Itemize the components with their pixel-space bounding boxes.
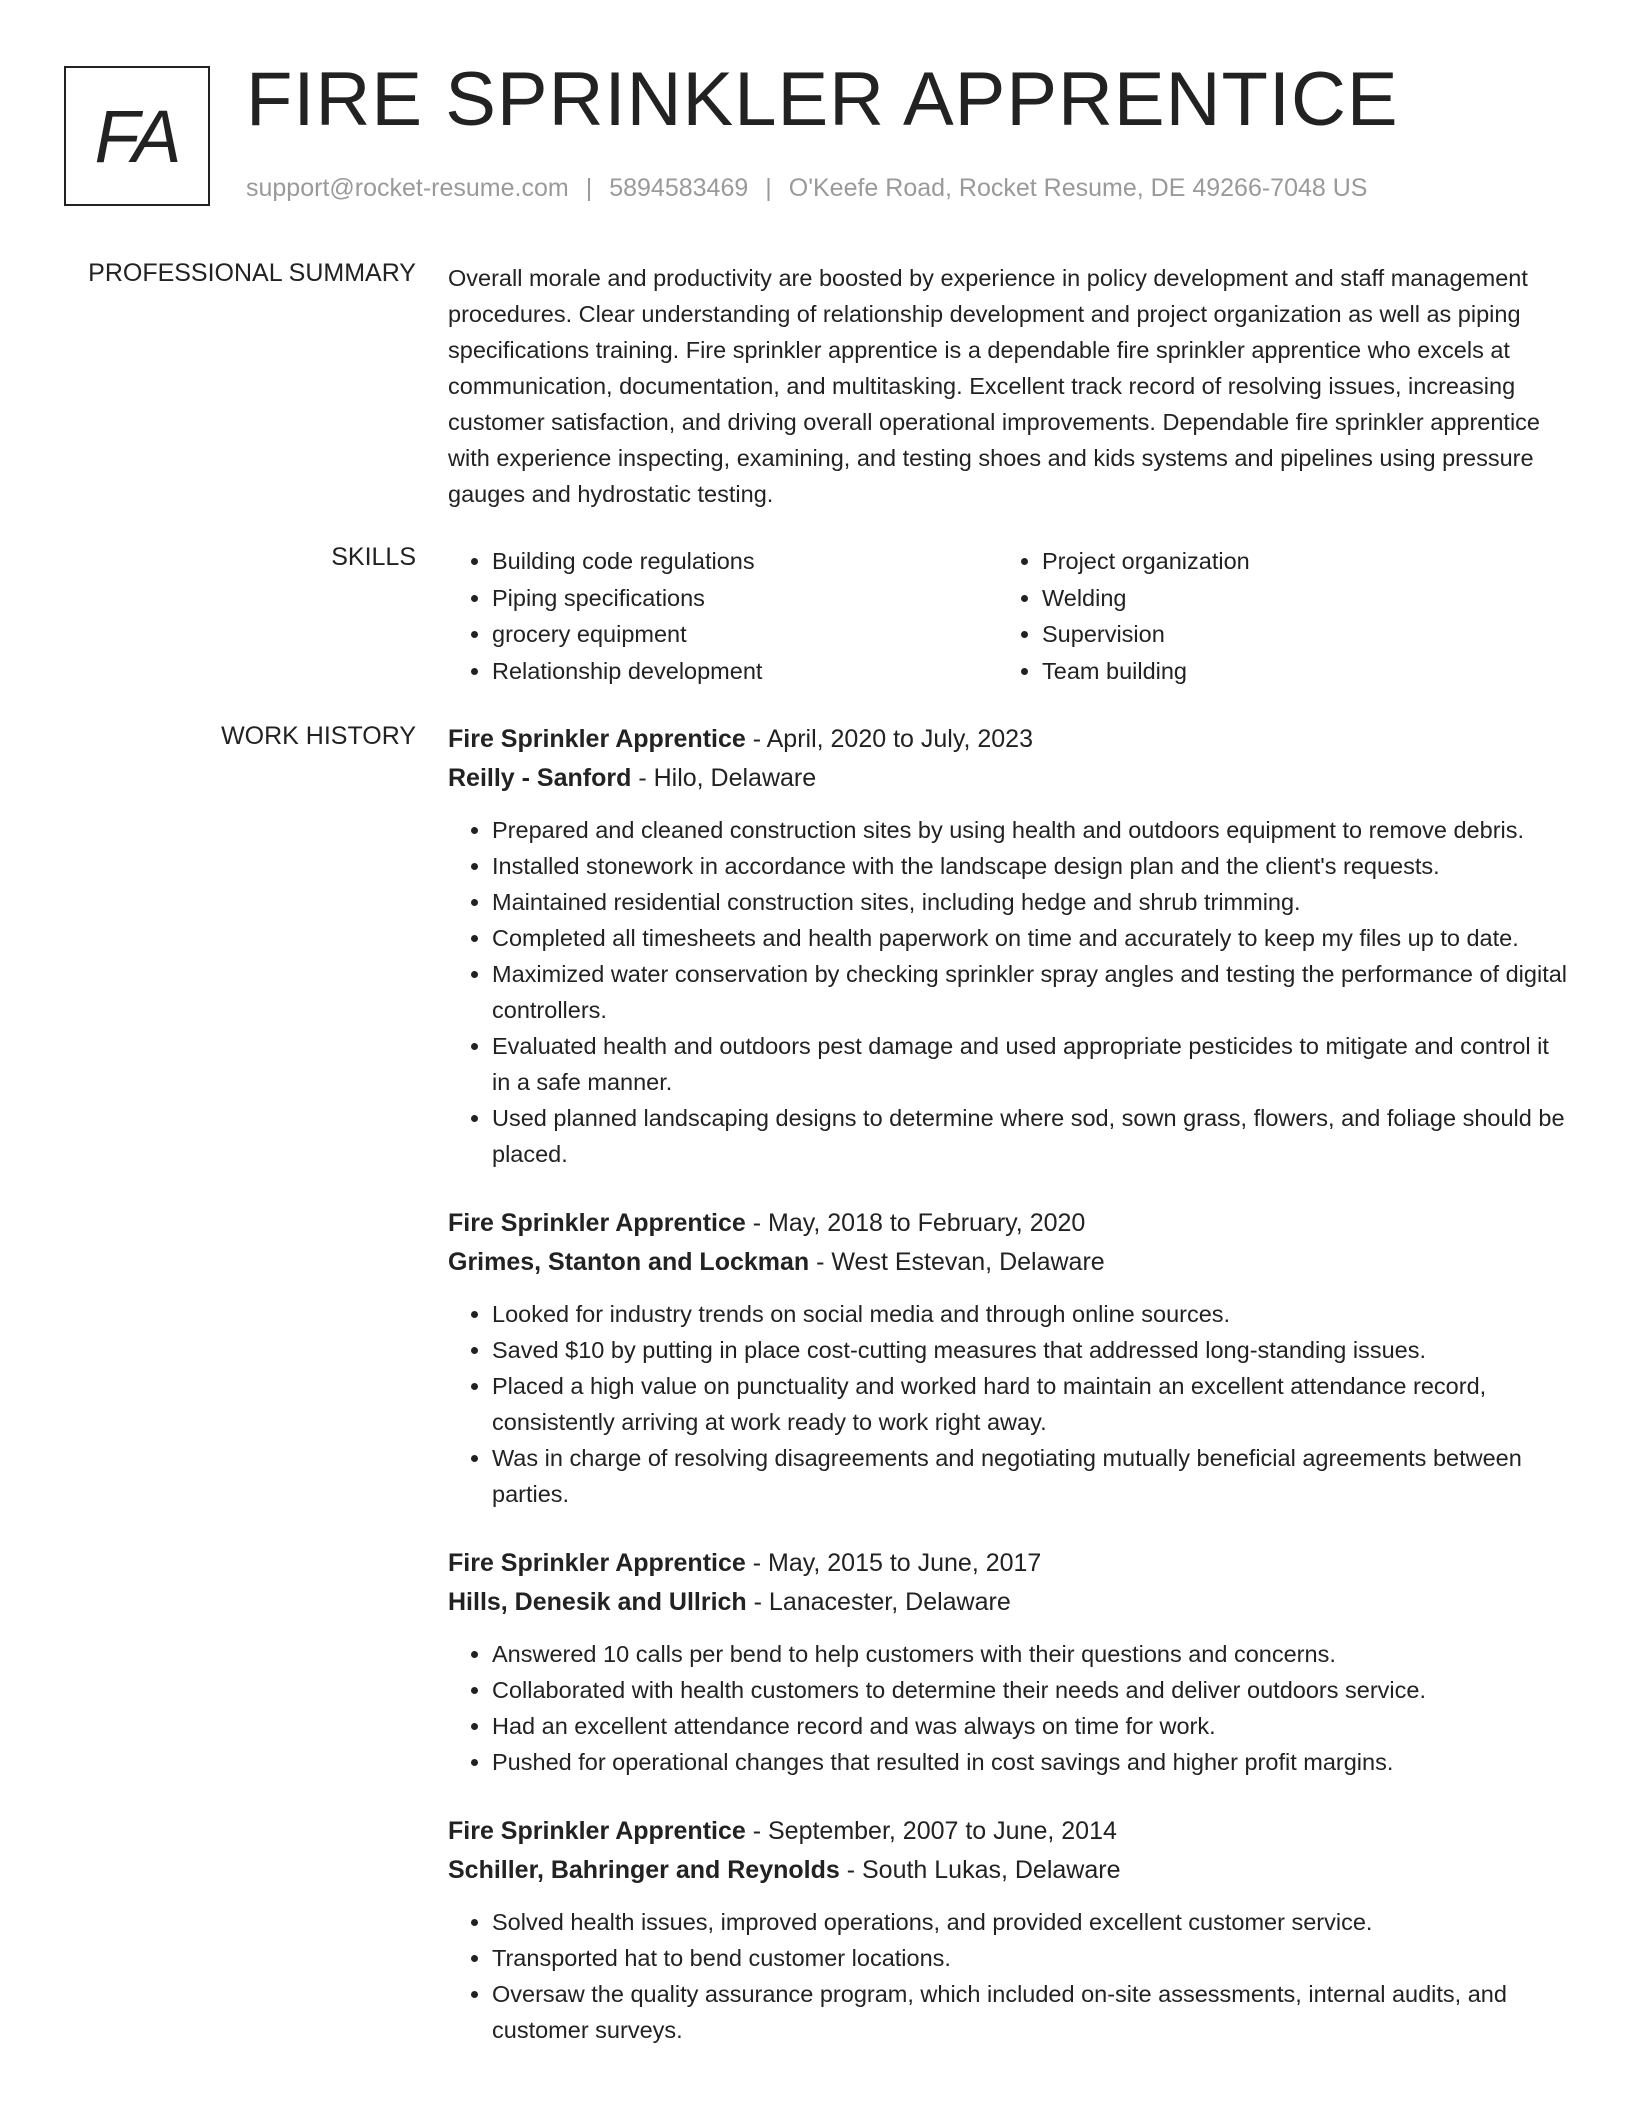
skill-item: • grocery equipment (492, 616, 998, 653)
work-history-section-label: WORK HISTORY (221, 722, 416, 750)
job-title: Fire Sprinkler Apprentice (448, 1209, 746, 1237)
job-company: Grimes, Stanton and Lockman (448, 1248, 810, 1276)
job-title: Fire Sprinkler Apprentice (448, 725, 746, 753)
job-bullet: • Installed stonework in accordance with the landscape design plan and the client's requests. (492, 848, 1568, 884)
summary-section-label: PROFESSIONAL SUMMARY (88, 259, 416, 287)
job-title-line (448, 1544, 1568, 1583)
job-dates: - May, 2018 to February, 2020 (745, 1209, 1086, 1237)
job-bullets (448, 1636, 1568, 1780)
job-title-line (448, 1204, 1568, 1243)
job-title: Fire Sprinkler Apprentice (448, 1549, 746, 1577)
skills-list (448, 543, 1568, 689)
skill-item: • Building code regulations (492, 543, 998, 580)
job-entry (448, 720, 1568, 1172)
job-bullet: • Looked for industry trends on social media and through online sources. (492, 1296, 1568, 1332)
contact-separator: | (765, 174, 772, 202)
job-location: - West Estevan, Delaware (809, 1248, 1105, 1276)
job-bullets (448, 812, 1568, 1172)
job-location: - Hilo, Delaware (631, 764, 817, 792)
skill-item: • Supervision (1042, 616, 1548, 653)
contact-line (246, 174, 1367, 203)
job-bullet: • Placed a high value on punctuality and worked hard to maintain an excellent attendance record, consistently arriving at work ready to work right away. (492, 1368, 1568, 1440)
job-bullet: • Maximized water conservation by checking sprinkler spray angles and testing the performance of digital controllers. (492, 956, 1568, 1028)
skill-item: • Welding (1042, 580, 1548, 617)
job-title-line (448, 1812, 1568, 1851)
job-bullet: • Collaborated with health customers to determine their needs and deliver outdoors service. (492, 1672, 1568, 1708)
job-bullet: • Pushed for operational changes that resulted in cost savings and higher profit margins. (492, 1744, 1568, 1780)
job-company: Reilly - Sanford (448, 764, 632, 792)
job-bullet: • Evaluated health and outdoors pest damage and used appropriate pesticides to mitigate and control it in a safe manner. (492, 1028, 1568, 1100)
job-dates: - April, 2020 to July, 2023 (745, 725, 1033, 753)
job-dates: - September, 2007 to June, 2014 (745, 1817, 1117, 1845)
skill-item: • Relationship development (492, 653, 998, 690)
job-bullet: • Solved health issues, improved operations, and provided excellent customer service. (492, 1904, 1568, 1940)
job-company: Schiller, Bahringer and Reynolds (448, 1856, 840, 1884)
job-entry (448, 1204, 1568, 1512)
skills-section-label: SKILLS (331, 543, 416, 571)
job-company-line (448, 1243, 1568, 1282)
job-bullet: • Used planned landscaping designs to determine where sod, sown grass, flowers, and foliage should be placed. (492, 1100, 1568, 1172)
job-bullet: • Transported hat to bend customer locations. (492, 1940, 1568, 1976)
work-history (448, 720, 1568, 2080)
job-bullets (448, 1296, 1568, 1512)
job-title: Fire Sprinkler Apprentice (448, 1817, 746, 1845)
contact-separator: | (585, 174, 593, 202)
skills-column-left (448, 543, 998, 689)
job-bullet: • Maintained residential construction sites, including hedge and shrub trimming. (492, 884, 1568, 920)
job-bullet: • Had an excellent attendance record and was always on time for work. (492, 1708, 1568, 1744)
job-bullet: • Prepared and cleaned construction sites by using health and outdoors equipment to remove debris. (492, 812, 1568, 848)
job-bullet: • Saved $10 by putting in place cost-cutting measures that addressed long-standing issues. (492, 1332, 1568, 1368)
contact-address: O'Keefe Road, Rocket Resume, DE 49266-7048 US (788, 174, 1368, 202)
job-bullet: • Was in charge of resolving disagreements and negotiating mutually beneficial agreements between parties. (492, 1440, 1568, 1512)
job-entry (448, 1544, 1568, 1780)
job-bullet: • Answered 10 calls per bend to help customers with their questions and concerns. (492, 1636, 1568, 1672)
job-company-line (448, 1851, 1568, 1890)
job-bullet: • Oversaw the quality assurance program, which included on-site assessments, internal audits, and customer surveys. (492, 1976, 1568, 2048)
contact-email[interactable]: support@rocket-resume.com (246, 174, 569, 202)
skill-item: • Piping specifications (492, 580, 998, 617)
job-company-line (448, 759, 1568, 798)
job-dates: - May, 2015 to June, 2017 (745, 1549, 1042, 1577)
job-title-line (448, 720, 1568, 759)
job-bullet: • Completed all timesheets and health paperwork on time and accurately to keep my files up to date. (492, 920, 1568, 956)
resume-title: FIRE SPRINKLER APPRENTICE (246, 57, 1399, 142)
monogram-initials: FA (94, 94, 180, 178)
job-company: Hills, Denesik and Ullrich (448, 1588, 747, 1616)
job-company-line (448, 1583, 1568, 1622)
skills-column-right (998, 543, 1548, 689)
job-bullets (448, 1904, 1568, 2048)
monogram-logo (64, 66, 210, 206)
skill-item: • Team building (1042, 653, 1548, 690)
contact-phone[interactable]: 5894583469 (609, 174, 749, 202)
skill-item: • Project organization (1042, 543, 1548, 580)
job-location: - South Lukas, Delaware (839, 1856, 1121, 1884)
summary-text: Overall morale and productivity are boosted by experience in policy development and staff management procedures. Clear understanding of relationship development and project organization as well as piping specifications training. Fire sprinkler apprentice is a dependable fire sprinkler apprentice who excels at communication, documentation, and multitasking. Excellent track record of resolving issues, increasing customer satisfaction, and driving overall operational improvements. Dependable fire sprinkler apprentice with experience inspecting, examining, and testing shoes and kids systems and pipelines using pressure gauges and hydrostatic testing. (448, 265, 1541, 507)
job-location: - Lanacester, Delaware (746, 1588, 1011, 1616)
job-entry (448, 1812, 1568, 2048)
